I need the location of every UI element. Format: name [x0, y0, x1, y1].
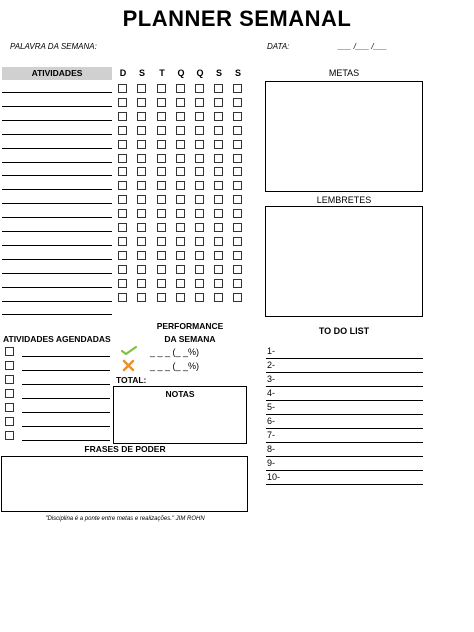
day-checkbox[interactable]	[118, 140, 127, 149]
todo-item-number: 9-	[267, 458, 276, 468]
todo-header: TO DO LIST	[318, 326, 370, 336]
day-checkbox[interactable]	[214, 251, 223, 260]
quote: "Disciplina é a ponte entre metas e realizações." JIM ROHN	[45, 516, 205, 522]
day-checkbox[interactable]	[137, 293, 146, 302]
activity-line[interactable]	[2, 259, 112, 260]
day-checkbox[interactable]	[233, 293, 242, 302]
activity-line[interactable]	[2, 203, 112, 204]
day-checkbox[interactable]	[157, 265, 166, 274]
activity-line[interactable]	[2, 189, 112, 190]
day-checkbox[interactable]	[176, 293, 185, 302]
notas-label: NOTAS	[165, 389, 195, 399]
day-checkbox[interactable]	[118, 265, 127, 274]
day-checkbox[interactable]	[195, 140, 204, 149]
scheduled-line[interactable]	[22, 398, 110, 399]
scheduled-checkbox[interactable]	[5, 347, 14, 356]
notas-box[interactable]	[113, 386, 247, 444]
word-of-week-label: PALAVRA DA SEMANA:	[10, 42, 97, 51]
done-value[interactable]: _ _ _ (_ _%)	[150, 347, 200, 357]
day-header: Q	[177, 68, 185, 78]
day-checkbox[interactable]	[214, 237, 223, 246]
day-checkbox[interactable]	[157, 209, 166, 218]
day-checkbox[interactable]	[176, 279, 185, 288]
frases-box[interactable]	[1, 456, 248, 512]
activity-line[interactable]	[2, 287, 112, 288]
day-checkbox[interactable]	[137, 98, 146, 107]
day-checkbox[interactable]	[195, 223, 204, 232]
activity-line[interactable]	[2, 245, 112, 246]
day-checkbox[interactable]	[195, 126, 204, 135]
day-checkbox[interactable]	[233, 209, 242, 218]
scheduled-checkbox[interactable]	[5, 417, 14, 426]
day-checkbox[interactable]	[214, 195, 223, 204]
day-checkbox[interactable]	[137, 223, 146, 232]
day-checkbox[interactable]	[137, 112, 146, 121]
day-checkbox[interactable]	[176, 167, 185, 176]
scheduled-line[interactable]	[22, 384, 110, 385]
day-checkbox[interactable]	[118, 126, 127, 135]
todo-item-number: 8-	[267, 444, 276, 454]
day-checkbox[interactable]	[195, 98, 204, 107]
day-checkbox[interactable]	[195, 293, 204, 302]
day-checkbox[interactable]	[214, 112, 223, 121]
todo-item-number: 2-	[267, 360, 276, 370]
day-checkbox[interactable]	[137, 195, 146, 204]
day-header: S	[138, 68, 145, 78]
day-checkbox[interactable]	[118, 167, 127, 176]
not-done-value[interactable]: _ _ _ (_ _%)	[150, 361, 200, 371]
todo-item-number: 6-	[267, 416, 276, 426]
day-checkbox[interactable]	[214, 279, 223, 288]
day-checkbox[interactable]	[137, 265, 146, 274]
day-checkbox[interactable]	[195, 84, 204, 93]
scheduled-checkbox[interactable]	[5, 431, 14, 440]
day-header: Q	[196, 68, 204, 78]
todo-line[interactable]	[266, 484, 423, 485]
day-checkbox[interactable]	[118, 98, 127, 107]
day-checkbox[interactable]	[176, 84, 185, 93]
day-checkbox[interactable]	[176, 181, 185, 190]
day-checkbox[interactable]	[233, 154, 242, 163]
day-checkbox[interactable]	[137, 126, 146, 135]
activity-line[interactable]	[2, 162, 112, 163]
activity-line[interactable]	[2, 175, 112, 176]
scheduled-checkbox[interactable]	[5, 403, 14, 412]
day-checkbox[interactable]	[157, 237, 166, 246]
day-checkbox[interactable]	[157, 98, 166, 107]
day-checkbox[interactable]	[176, 112, 185, 121]
day-checkbox[interactable]	[233, 140, 242, 149]
performance-label: PERFORMANCE	[156, 321, 224, 331]
day-checkbox[interactable]	[157, 84, 166, 93]
day-checkbox[interactable]	[176, 126, 185, 135]
day-checkbox[interactable]	[214, 140, 223, 149]
todo-item-number: 7-	[267, 430, 276, 440]
todo-line[interactable]	[266, 456, 423, 457]
day-header: T	[159, 68, 165, 78]
day-checkbox[interactable]	[195, 195, 204, 204]
activity-line[interactable]	[2, 273, 112, 274]
day-checkbox[interactable]	[176, 209, 185, 218]
day-checkbox[interactable]	[214, 126, 223, 135]
day-checkbox[interactable]	[195, 251, 204, 260]
day-checkbox[interactable]	[233, 181, 242, 190]
date-label: DATA:	[267, 42, 290, 51]
day-checkbox[interactable]	[195, 279, 204, 288]
day-checkbox[interactable]	[214, 167, 223, 176]
day-checkbox[interactable]	[176, 154, 185, 163]
day-checkbox[interactable]	[195, 209, 204, 218]
day-checkbox[interactable]	[118, 237, 127, 246]
day-checkbox[interactable]	[137, 237, 146, 246]
day-checkbox[interactable]	[233, 265, 242, 274]
activities-header: ATIVIDADES	[2, 67, 112, 80]
day-checkbox[interactable]	[176, 237, 185, 246]
day-checkbox[interactable]	[233, 167, 242, 176]
date-field[interactable]: ___ /___ /___	[338, 42, 387, 51]
day-checkbox[interactable]	[233, 98, 242, 107]
check-icon	[121, 346, 137, 356]
day-checkbox[interactable]	[233, 223, 242, 232]
cross-icon	[122, 359, 135, 372]
day-checkbox[interactable]	[118, 209, 127, 218]
performance-label-2: DA SEMANA	[164, 334, 216, 344]
day-checkbox[interactable]	[195, 237, 204, 246]
day-checkbox[interactable]	[233, 84, 242, 93]
day-checkbox[interactable]	[233, 279, 242, 288]
todo-item-number: 4-	[267, 388, 276, 398]
day-checkbox[interactable]	[214, 293, 223, 302]
day-checkbox[interactable]	[214, 223, 223, 232]
scheduled-line[interactable]	[22, 440, 110, 441]
activity-line[interactable]	[2, 92, 112, 93]
activity-line[interactable]	[2, 106, 112, 107]
todo-item-number: 3-	[267, 374, 276, 384]
page-title: PLANNER SEMANAL	[122, 6, 352, 31]
day-checkbox[interactable]	[176, 98, 185, 107]
day-checkbox[interactable]	[157, 251, 166, 260]
activity-line[interactable]	[2, 314, 112, 315]
day-checkbox[interactable]	[233, 126, 242, 135]
day-checkbox[interactable]	[214, 98, 223, 107]
day-checkbox[interactable]	[157, 167, 166, 176]
day-header: D	[119, 68, 127, 78]
scheduled-line[interactable]	[22, 356, 110, 357]
day-checkbox[interactable]	[137, 84, 146, 93]
metas-label: METAS	[328, 68, 360, 78]
day-checkbox[interactable]	[233, 237, 242, 246]
scheduled-line[interactable]	[22, 370, 110, 371]
day-checkbox[interactable]	[214, 181, 223, 190]
activity-line[interactable]	[2, 148, 112, 149]
day-checkbox[interactable]	[118, 112, 127, 121]
activity-line[interactable]	[2, 120, 112, 121]
day-checkbox[interactable]	[233, 195, 242, 204]
day-checkbox[interactable]	[118, 154, 127, 163]
scheduled-checkbox[interactable]	[5, 375, 14, 384]
day-checkbox[interactable]	[233, 112, 242, 121]
todo-line[interactable]	[266, 442, 423, 443]
day-checkbox[interactable]	[137, 279, 146, 288]
day-checkbox[interactable]	[176, 251, 185, 260]
day-checkbox[interactable]	[195, 112, 204, 121]
scheduled-checkbox[interactable]	[5, 389, 14, 398]
todo-line[interactable]	[266, 470, 423, 471]
todo-line[interactable]	[266, 428, 423, 429]
day-checkbox[interactable]	[118, 223, 127, 232]
day-header: S	[234, 68, 241, 78]
day-checkbox[interactable]	[176, 223, 185, 232]
scheduled-activities-header: ATIVIDADES AGENDADAS	[3, 334, 111, 344]
todo-item-number: 10-	[267, 472, 281, 482]
day-checkbox[interactable]	[195, 265, 204, 274]
day-checkbox[interactable]	[195, 154, 204, 163]
day-checkbox[interactable]	[214, 154, 223, 163]
day-checkbox[interactable]	[118, 279, 127, 288]
todo-item-number: 1-	[267, 346, 276, 356]
todo-line[interactable]	[266, 400, 423, 401]
todo-line[interactable]	[266, 358, 423, 359]
total-label: TOTAL:	[116, 375, 147, 385]
scheduled-checkbox[interactable]	[5, 361, 14, 370]
day-checkbox[interactable]	[118, 181, 127, 190]
day-checkbox[interactable]	[195, 181, 204, 190]
frases-header: FRASES DE PODER	[84, 444, 166, 454]
day-checkbox[interactable]	[157, 126, 166, 135]
day-checkbox[interactable]	[195, 167, 204, 176]
activity-line[interactable]	[2, 217, 112, 218]
day-checkbox[interactable]	[137, 181, 146, 190]
scheduled-line[interactable]	[22, 412, 110, 413]
day-checkbox[interactable]	[157, 293, 166, 302]
day-checkbox[interactable]	[157, 279, 166, 288]
activity-line[interactable]	[2, 301, 112, 302]
scheduled-line[interactable]	[22, 426, 110, 427]
day-checkbox[interactable]	[214, 84, 223, 93]
day-checkbox[interactable]	[137, 167, 146, 176]
activity-line[interactable]	[2, 134, 112, 135]
day-checkbox[interactable]	[157, 112, 166, 121]
todo-item-number: 5-	[267, 402, 276, 412]
todo-line[interactable]	[266, 414, 423, 415]
day-checkbox[interactable]	[157, 195, 166, 204]
day-checkbox[interactable]	[137, 251, 146, 260]
day-checkbox[interactable]	[137, 140, 146, 149]
day-checkbox[interactable]	[157, 181, 166, 190]
day-checkbox[interactable]	[157, 154, 166, 163]
day-checkbox[interactable]	[214, 209, 223, 218]
day-checkbox[interactable]	[137, 209, 146, 218]
day-checkbox[interactable]	[214, 265, 223, 274]
lembretes-box[interactable]	[265, 206, 423, 317]
day-checkbox[interactable]	[157, 140, 166, 149]
day-checkbox[interactable]	[118, 195, 127, 204]
day-checkbox[interactable]	[157, 223, 166, 232]
day-checkbox[interactable]	[118, 293, 127, 302]
day-checkbox[interactable]	[137, 154, 146, 163]
todo-line[interactable]	[266, 372, 423, 373]
activity-line[interactable]	[2, 231, 112, 232]
day-checkbox[interactable]	[118, 84, 127, 93]
day-checkbox[interactable]	[118, 251, 127, 260]
day-checkbox[interactable]	[176, 140, 185, 149]
day-checkbox[interactable]	[233, 251, 242, 260]
day-checkbox[interactable]	[176, 195, 185, 204]
todo-line[interactable]	[266, 386, 423, 387]
lembretes-label: LEMBRETES	[316, 195, 372, 205]
day-checkbox[interactable]	[176, 265, 185, 274]
day-header: S	[215, 68, 222, 78]
metas-box[interactable]	[265, 81, 423, 192]
